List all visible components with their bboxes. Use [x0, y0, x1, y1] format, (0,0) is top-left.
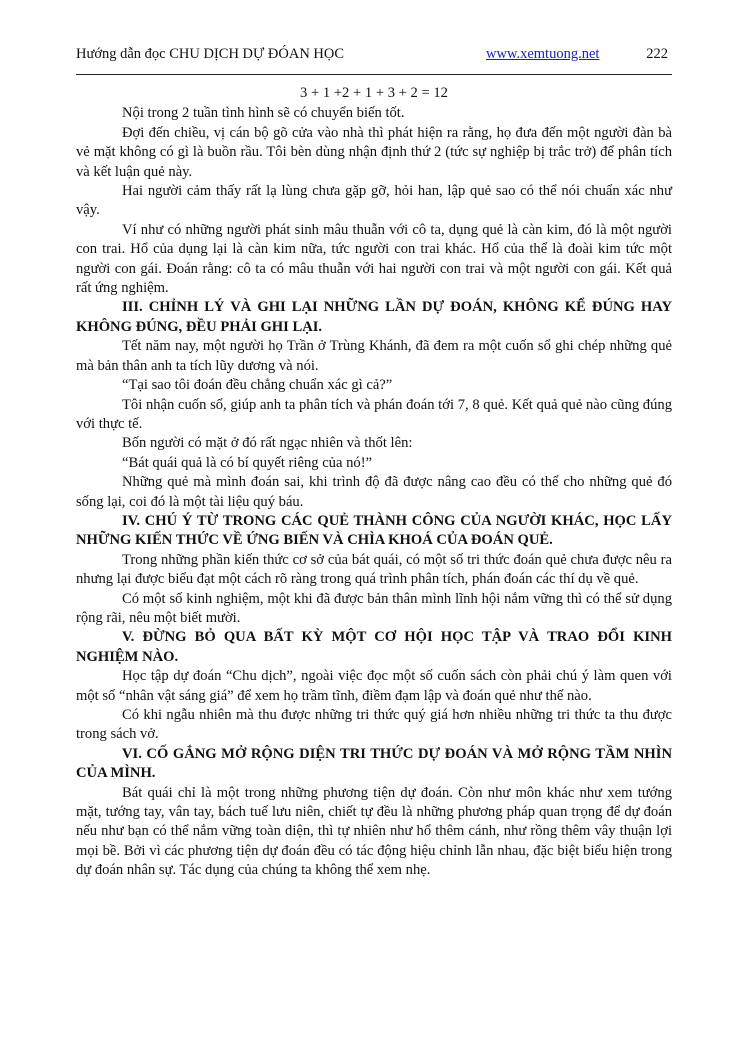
paragraph: Nội trong 2 tuần tình hình sẽ có chuyển biến tốt.	[122, 105, 405, 122]
paragraph: “Bát quái quả là có bí quyết riêng của nó!”	[122, 454, 373, 471]
section-heading-4: IV. CHÚ Ý TỪ TRONG CÁC QUẺ THÀNH CÔNG CỦA NGƯỜI KHÁC, HỌC LẤY NHỮNG KIẾN THỨC VỀ ỨNG BIẾN VÀ CHÌA KHOÁ CỦA ĐOÁN QUẺ.	[76, 512, 672, 549]
paragraph: “Tại sao tôi đoán đều chẳng chuẩn xác gì cả?”	[122, 377, 393, 394]
formula-line: 3 + 1 +2 + 1 + 3 + 2 = 12	[300, 85, 448, 101]
paragraph: Tôi nhận cuốn sổ, giúp anh ta phân tích và phán đoán tới 7, 8 quẻ. Kết quả quẻ nào cũng đúng với thực tế.	[76, 396, 672, 432]
paragraph: Hai người cảm thấy rất lạ lùng chưa gặp gỡ, hỏi han, lập quẻ sao có thể nói chuẩn xác như vậy.	[76, 183, 672, 219]
section-heading-6: VI. CỐ GẮNG MỞ RỘNG DIỆN TRI THỨC DỰ ĐOÁN VÀ MỞ RỘNG TẦM NHÌN CỦA MÌNH.	[76, 745, 672, 782]
paragraph: Tết năm nay, một người họ Trần ở Trùng Khánh, đã đem ra một cuốn sổ ghi chép những quẻ mà bản thân anh ta tích lũy dương và nói.	[76, 338, 672, 374]
paragraph: Ví như có những người phát sinh mâu thuẫn với cô ta, dụng quẻ là càn kim, đó là một người con trai. Hổ của dụng lại là càn kim nữa, tức người con trai khác. Hổ của thể là đoài kim tức một người con gái. Đoán rằng: cô ta có mâu thuẫn với hai người con trai và một người con gái. Kết quả rất ứng nghiệm.	[76, 221, 672, 297]
paragraph: Bát quái chỉ là một trong những phương tiện dự đoán. Còn như môn khác như xem tướng mặt, tướng tay, vân tay, bách tuế lưu niên, chiết tự đều là những phương pháp quan trọng để dự đoán nếu như bạn có thể nắm vững toàn diện, thì tự nhiên như hổ thêm cánh, như rồng thêm vây thuận lợi mọi bề. Bởi vì các phương tiện dự đoán đều có tác động hiệu chỉnh lẫn nhau, đặc biệt biểu hiện trong dự đoán nhân sự. Tác dụng của chúng ta không thể xem nhẹ.	[76, 784, 672, 879]
paragraph: Bốn người có mặt ở đó rất ngạc nhiên và thốt lên:	[122, 435, 413, 452]
page-header	[76, 46, 672, 68]
header-divider	[76, 74, 672, 75]
page-content	[76, 84, 672, 881]
paragraph: Những quẻ mà mình đoán sai, khi trình độ đã được nâng cao đều có thể cho những quẻ đó sống lại, coi đó là một tài liệu quý báu.	[76, 474, 672, 510]
paragraph: Có một số kinh nghiệm, một khi đã được bản thân mình lĩnh hội nắm vững thì có thể sử dụng rộng rãi, nêu một biết mười.	[76, 590, 672, 626]
section-heading-5: V. ĐỪNG BỎ QUA BẤT KỲ MỘT CƠ HỘI HỌC TẬP VÀ TRAO ĐỔI KINH NGHIỆM NÀO.	[76, 629, 672, 665]
paragraph: Đợi đến chiều, vị cán bộ gõ cửa vào nhà thì phát hiện ra rằng, họ đưa đến một người đàn bà vẻ mặt không có gì là buồn rầu. Tôi bèn dùng nhận định thứ 2 (tức sự nghiệp bị trắc trở) để phân tích và kết luận quẻ này.	[76, 124, 672, 180]
section-heading-3: III. CHỈNH LÝ VÀ GHI LẠI NHỮNG LẦN DỰ ĐOÁN, KHÔNG KỂ ĐÚNG HAY KHÔNG ĐÚNG, ĐỀU PHẢI GHI LẠI.	[76, 299, 672, 335]
paragraph: Có khi ngẫu nhiên mà thu được những tri thức quý giá hơn nhiều những tri thức ta thu được trong sách vở.	[76, 707, 672, 743]
paragraph: Học tập dự đoán “Chu dịch”, ngoài việc đọc một số cuốn sách còn phải chú ý làm quen với một số “nhân vật sáng giá” để xem họ trầm tĩnh, điềm đạm lập và đoán quẻ như thế nào.	[76, 668, 672, 704]
website-link[interactable]: www.xemtuong.net	[486, 46, 600, 62]
paragraph: Trong những phần kiến thức cơ sở của bát quái, có một số tri thức đoán quẻ chưa được nêu ra nhưng lại được biểu đạt một cách rõ ràng trong quá trình phân tích, phán đoán các thí dụ về quẻ.	[76, 551, 672, 588]
book-title: Hướng dẫn đọc CHU DỊCH DỰ ĐÓAN HỌC	[76, 46, 345, 62]
page-number: 222	[646, 46, 668, 62]
